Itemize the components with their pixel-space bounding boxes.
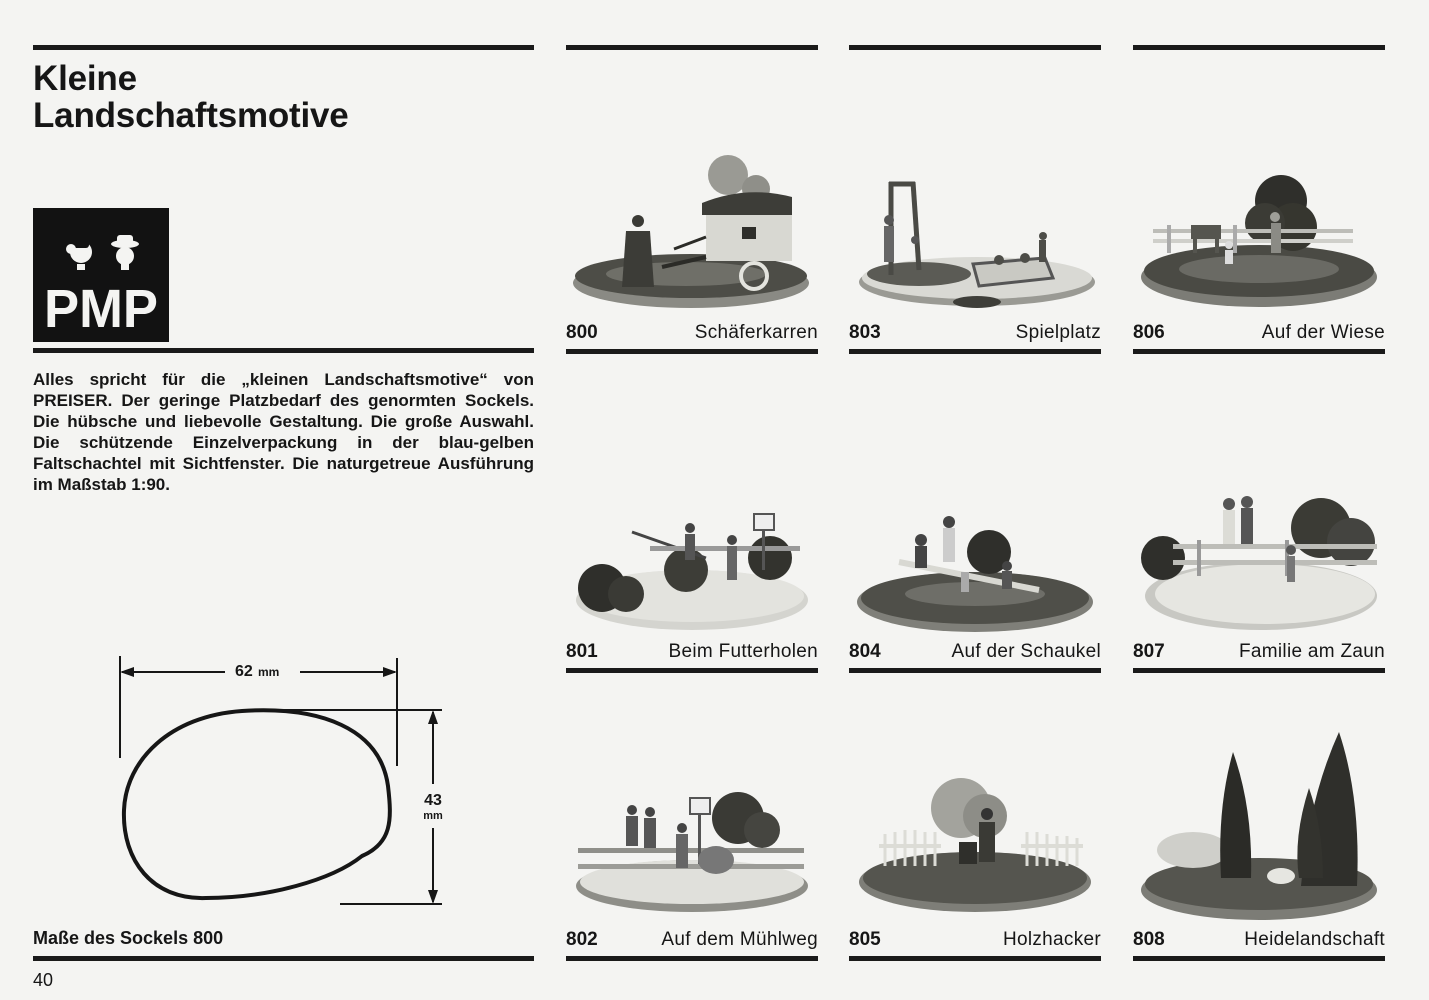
page-number: 40 <box>33 970 54 990</box>
product-image-802 <box>566 780 818 920</box>
caption-rule-801 <box>566 668 818 673</box>
bottom-rule-left <box>33 956 534 961</box>
product-name: Spielplatz <box>1015 322 1101 343</box>
product-image-807 <box>1133 490 1385 640</box>
product-number: 800 <box>566 322 598 343</box>
product-caption-808 <box>1133 929 1385 953</box>
product-caption-806 <box>1133 322 1385 346</box>
product-image-805 <box>849 770 1101 920</box>
product-number: 802 <box>566 929 598 950</box>
product-image-804 <box>849 510 1101 640</box>
caption-rule-808 <box>1133 956 1385 961</box>
preiser-logo <box>33 208 169 342</box>
height-unit: mm <box>423 810 443 822</box>
page-title-line1: Kleine <box>33 59 137 98</box>
caption-rule-803 <box>849 349 1101 354</box>
product-caption-804 <box>849 641 1101 665</box>
page-title-line2: Landschaftsmotive <box>33 96 349 135</box>
product-caption-803 <box>849 322 1101 346</box>
product-number: 807 <box>1133 641 1165 662</box>
intro-top-rule <box>33 348 534 353</box>
top-rule-col2 <box>849 45 1101 50</box>
product-name: Schäferkarren <box>694 322 818 343</box>
product-number: 808 <box>1133 929 1165 950</box>
width-value: 62 <box>235 663 253 680</box>
caption-rule-800 <box>566 349 818 354</box>
product-image-800 <box>566 145 818 317</box>
product-name: Auf dem Mühlweg <box>661 929 818 950</box>
product-name: Familie am Zaun <box>1239 641 1385 662</box>
product-image-808 <box>1133 728 1385 923</box>
product-caption-800 <box>566 322 818 346</box>
product-number: 801 <box>566 641 598 662</box>
base-dimension-caption: Maße des Sockels 800 <box>33 928 224 948</box>
product-number: 804 <box>849 641 881 662</box>
base-dimension-diagram <box>100 648 460 918</box>
logo-figures-icon <box>33 208 169 342</box>
height-value: 43 <box>424 792 442 809</box>
product-number: 806 <box>1133 322 1165 343</box>
product-caption-807 <box>1133 641 1385 665</box>
width-unit: mm <box>258 665 280 679</box>
page-title <box>33 60 349 134</box>
product-image-801 <box>566 500 818 640</box>
product-caption-802 <box>566 929 818 953</box>
product-name: Holzhacker <box>1002 929 1101 950</box>
caption-rule-802 <box>566 956 818 961</box>
product-name: Beim Futterholen <box>668 641 818 662</box>
product-image-803 <box>849 170 1101 320</box>
product-name: Heidelandschaft <box>1244 929 1385 950</box>
caption-rule-806 <box>1133 349 1385 354</box>
caption-rule-805 <box>849 956 1101 961</box>
caption-rule-804 <box>849 668 1101 673</box>
intro-paragraph: Alles spricht für die „kleinen Landschaftsmotive“ von PREISER. Der geringe Platzbedarf des genormten Sockels. Die hübsche und liebevolle Gestaltung. Die große Auswahl. Die schützende Einzelverpackung in der blau-gelben Faltschachtel mit Sichtfenster. Die naturgetreue Ausführung im Maßstab 1:90. <box>33 370 534 494</box>
top-rule-left <box>33 45 534 50</box>
top-rule-col1 <box>566 45 818 50</box>
product-caption-805 <box>849 929 1101 953</box>
product-number: 803 <box>849 322 881 343</box>
logo-text: PMP <box>44 279 158 339</box>
caption-rule-807 <box>1133 668 1385 673</box>
product-image-806 <box>1133 165 1385 315</box>
product-number: 805 <box>849 929 881 950</box>
product-name: Auf der Schaukel <box>951 641 1101 662</box>
product-caption-801 <box>566 641 818 665</box>
product-name: Auf der Wiese <box>1261 322 1385 343</box>
top-rule-col3 <box>1133 45 1385 50</box>
